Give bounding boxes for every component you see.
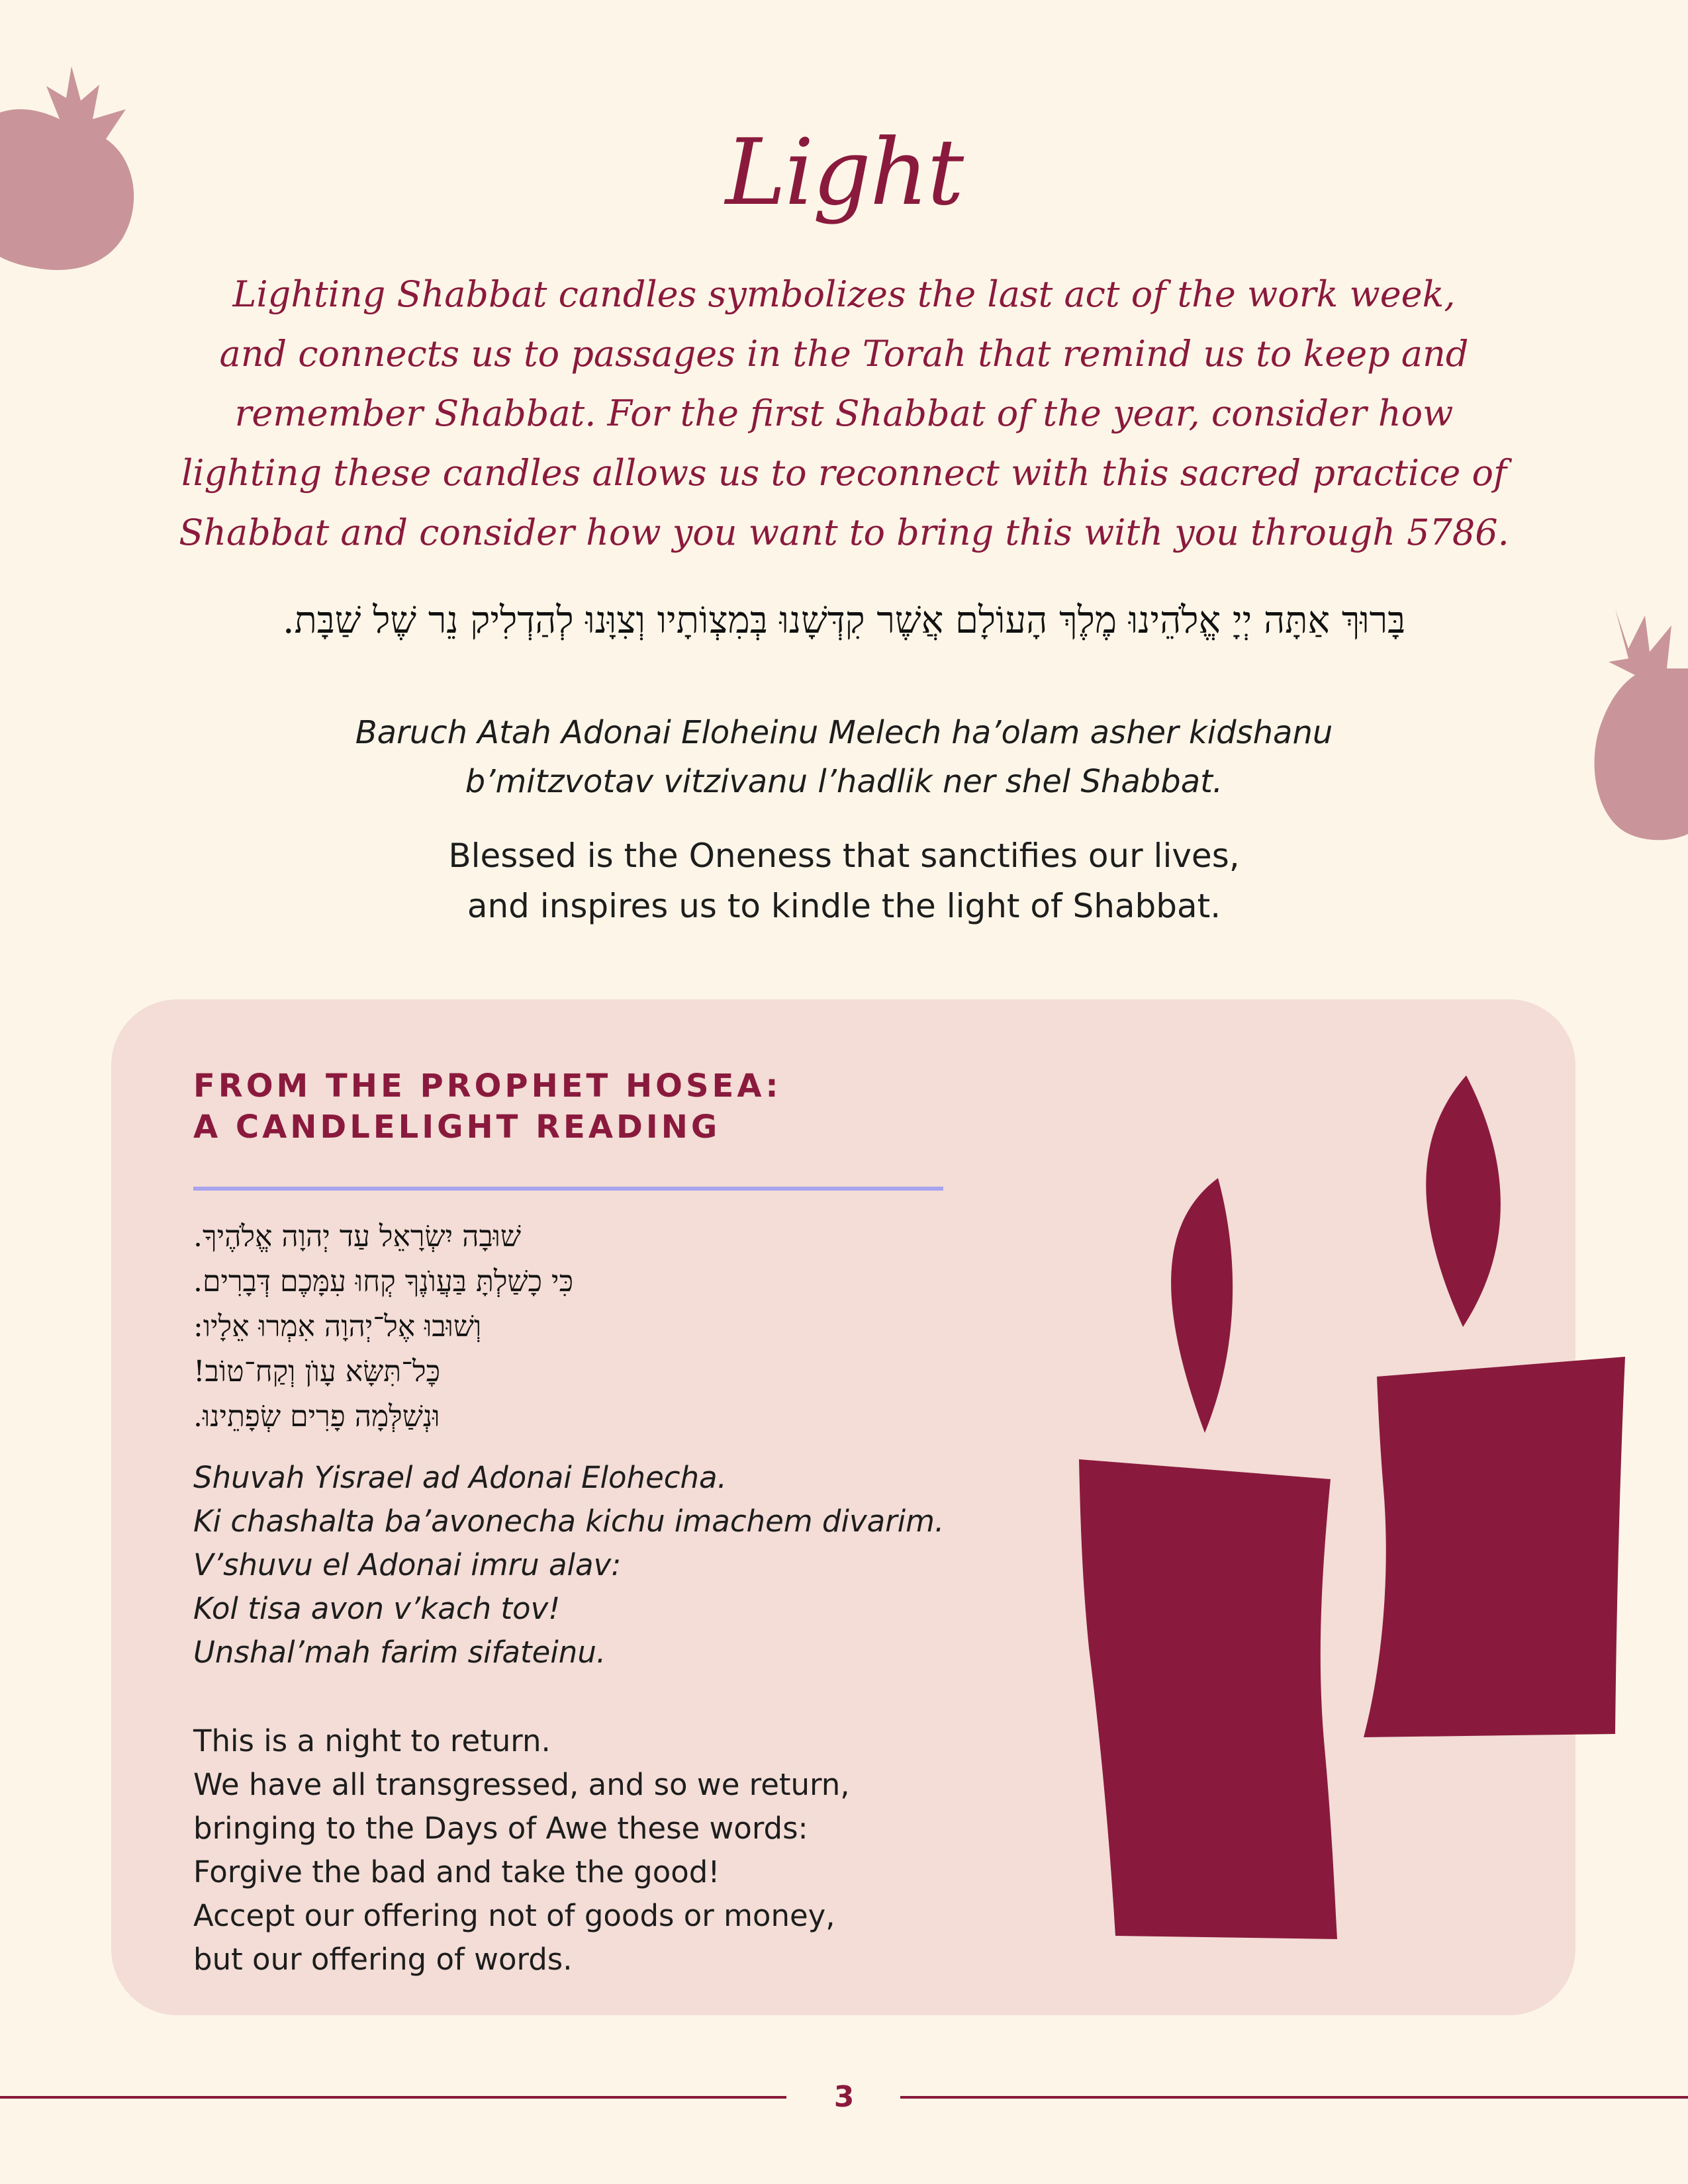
hebrew-line: וְשׁוּבוּ אֶל־יְהוָה אִמְרוּ אֵלָיו: — [193, 1310, 482, 1343]
reading-heading-line: A CANDLELIGHT READING — [193, 1109, 721, 1146]
transliteration-line: Shuvah Yisrael ad Adonai Elohecha. — [193, 1460, 727, 1495]
heading-divider — [193, 1187, 943, 1191]
transliteration-line: Kol tisa avon v’kach tov! — [193, 1591, 561, 1626]
intro-line: lighting these candles allows us to reconnect with this sacred practice of — [181, 452, 1507, 494]
footer-rule — [900, 2096, 1688, 2099]
blessing-hebrew: בָּרוּךְ אַתָּה יְיָ אֱלֹהֵינוּ מֶלֶךְ הָעוֹלָם אֲשֶׁר קִדְּשָׁנוּ בְּמִצְוֹתָיו וְצִוָּנוּ לְהַדְלִיק נֵר שֶׁל שַׁבָּת. — [282, 599, 1406, 642]
candle-icon — [1072, 1066, 1635, 1946]
blessing-transliteration — [0, 708, 1688, 806]
intro-paragraph — [126, 265, 1562, 563]
english-line: Blessed is the Oneness that sanctifies our lives, — [448, 837, 1240, 875]
hosea-hebrew-text — [193, 1214, 955, 1439]
intro-line: Lighting Shabbat candles symbolizes the last act of the work week, — [232, 273, 1456, 315]
english-line: bringing to the Days of Awe these words: — [193, 1811, 808, 1846]
english-line: and inspires us to kindle the light of Shabbat. — [467, 887, 1221, 925]
english-line: but our offering of words. — [193, 1942, 573, 1977]
intro-line: and connects us to passages in the Torah that remind us to keep and — [219, 333, 1469, 375]
blessing-english — [0, 831, 1688, 931]
english-line: Accept our offering not of goods or money, — [193, 1898, 835, 1933]
hebrew-line: וּנְשַׁלְּמָה פָרִים שְׂפָתֵינוּ. — [193, 1400, 440, 1433]
page-number: 3 — [833, 2080, 855, 2114]
hebrew-line: שׁוּבָה יִשְׂרָאֵל עַד יְהוָה אֱלֹהֶיךָ. — [193, 1220, 522, 1253]
english-line: Forgive the bad and take the good! — [193, 1854, 720, 1889]
english-line: We have all transgressed, and so we return, — [193, 1767, 850, 1802]
transliteration-line: Baruch Atah Adonai Eloheinu Melech ha’olam asher kidshanu — [355, 714, 1333, 751]
english-line: This is a night to return. — [193, 1723, 551, 1758]
hosea-transliteration — [193, 1456, 1054, 1674]
hosea-english — [193, 1719, 1054, 1981]
footer-rule — [0, 2096, 786, 2099]
transliteration-line: Unshal’mah farim sifateinu. — [193, 1635, 606, 1670]
hebrew-line: כִּי כָשַׁלְתָּ בַּעֲוֺנֶךָ קְחוּ עִמָּכֶם דְּבָרִים. — [193, 1265, 574, 1298]
transliteration-line: Ki chashalta ba’avonecha kichu imachem divarim. — [193, 1504, 945, 1539]
hebrew-line: כׇּל־תִּשָּׂא עָוֺן וְקַח־טוֹב! — [193, 1355, 441, 1388]
page-title: Light — [725, 119, 963, 226]
intro-line: remember Shabbat. For the first Shabbat of the year, consider how — [234, 392, 1454, 434]
reading-heading — [193, 1066, 988, 1148]
intro-line: Shabbat and consider how you want to bring this with you through 5786. — [179, 512, 1509, 553]
transliteration-line: b’mitzvotav vitzivanu l’hadlik ner shel Shabbat. — [465, 763, 1223, 800]
transliteration-line: V’shuvu el Adonai imru alav: — [193, 1547, 622, 1582]
reading-heading-line: FROM THE PROPHET HOSEA: — [193, 1068, 782, 1105]
